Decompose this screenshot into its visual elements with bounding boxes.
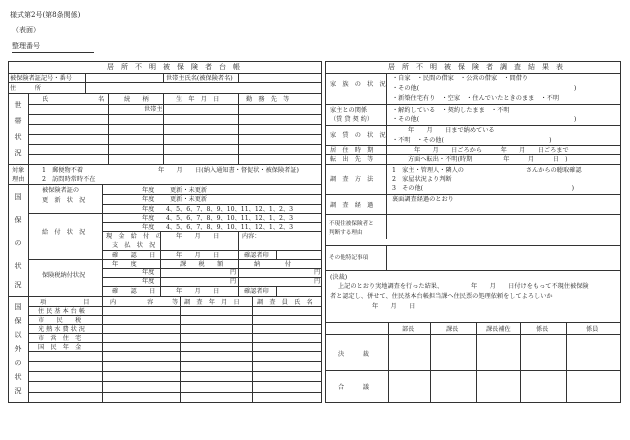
target-reason-mail: 1 郵便物不着 bbox=[42, 167, 84, 174]
rent-status-label: 家 賃 の 状 況 bbox=[330, 132, 386, 139]
method-option-hearing: 1 家主・管理人・隣人の さんからの聴取確認 bbox=[392, 167, 582, 174]
tax-row-2-yen: 円 bbox=[230, 278, 237, 285]
approver-chief: 係長 bbox=[536, 326, 549, 333]
household-label-2: 帯 bbox=[14, 117, 22, 125]
benefit-row-1-year: 年度 bbox=[142, 224, 155, 231]
tax-col-year: 年 度 bbox=[112, 261, 137, 268]
other-label-5: の bbox=[14, 359, 22, 367]
cert-row-4-year: 年度 bbox=[142, 215, 155, 222]
landlord-option-contract: ・解約している ・契約したまま ・不明 bbox=[392, 107, 510, 114]
cash-benefit-label-2: 支 払 状 況 bbox=[112, 242, 156, 249]
approval-request-heading: (決裁) bbox=[330, 274, 348, 281]
form-number: 様式第2号(第8条関係) bbox=[10, 11, 81, 19]
other-label-7: 況 bbox=[14, 387, 22, 395]
right-table-title: 居 所 不 明 被 保 険 者 調 査 結 果 表 bbox=[388, 63, 563, 71]
other-item-municipal-tax: 市 民 税 bbox=[38, 317, 82, 324]
household-label-3: 状 bbox=[14, 133, 22, 141]
cert-row-4-months: 4、5、6、7、8、9、10、11、12、1、2、3 bbox=[166, 215, 294, 222]
nhi-label-2: 保 bbox=[14, 216, 22, 224]
tax-row-1-year: 年度 bbox=[142, 269, 155, 276]
household-label-4: 況 bbox=[14, 149, 22, 157]
nhi-label-1: 国 bbox=[14, 193, 22, 201]
non-resident-reason-label-2: 判断する理由 bbox=[329, 230, 363, 236]
other-col-content: 内 容 bbox=[110, 299, 154, 306]
other-item-municipal-housing: 市 営 住 宅 bbox=[38, 335, 82, 342]
rent-paid-until: 年 月 日まで納めている bbox=[408, 127, 495, 134]
family-option-new-house: ・新築住宅有り ・空家 ・住んでいたときのまま ・不明 bbox=[392, 95, 560, 102]
residence-period-value: 年 月 日ごろから 年 月 日ごろまで bbox=[414, 147, 569, 154]
household-label-1: 世 bbox=[14, 101, 22, 109]
target-reason-absent: 2 訪問時常時不在 bbox=[42, 176, 96, 183]
reference-number-line bbox=[12, 52, 94, 53]
address-label: 住 所 bbox=[10, 85, 41, 92]
other-label-4: 外 bbox=[14, 345, 22, 353]
other-item-resident-register: 住 民 基 本 台 帳 bbox=[38, 308, 85, 315]
target-label-1: 対象 bbox=[12, 167, 25, 174]
benefit-status-label: 給 付 状 況 bbox=[42, 229, 86, 236]
col-workplace: 勤 務 先 等 bbox=[246, 96, 290, 103]
tax-row-1-yen: 円 bbox=[230, 269, 237, 276]
move-destination-label: 転 出 先 等 bbox=[330, 156, 374, 163]
approver-manager: 課長 bbox=[446, 326, 459, 333]
side-label: （表面） bbox=[12, 26, 40, 34]
investigation-method-label: 調 査 方 法 bbox=[330, 176, 374, 183]
col-birthdate: 生 年 月 日 bbox=[176, 96, 220, 103]
nhi-label-3: の bbox=[14, 239, 22, 247]
other-col-etc: 等 bbox=[172, 299, 179, 306]
nhi-label-5: 況 bbox=[14, 281, 22, 289]
approval-request-date: 年 月 日 bbox=[372, 303, 416, 310]
non-resident-reason-label-1: 不現住被保険者と bbox=[329, 221, 374, 227]
approval-label: 決 裁 bbox=[338, 351, 369, 358]
benefit-confirmer-seal: 確認者印 bbox=[244, 252, 269, 259]
approver-assistant-manager: 課長補佐 bbox=[486, 326, 511, 333]
cert-row-1-year: 年度 bbox=[142, 187, 155, 194]
tax-confirmer-seal: 確認者印 bbox=[244, 288, 269, 295]
consultation-label: 合 議 bbox=[338, 384, 369, 391]
family-status-label: 家 族 の 状 況 bbox=[330, 81, 386, 88]
cert-row-3-months: 4、5、6、7、8、9、10、11、12、1、2、3 bbox=[166, 206, 294, 213]
other-col-investigator: 調 査 員 氏 名 bbox=[257, 299, 313, 306]
left-table-title: 居 所 不 明 被 保 険 者 台 帳 bbox=[107, 63, 240, 71]
cash-benefit-date: 年 月 日 bbox=[176, 233, 220, 240]
method-option-other: 3 その他( ) bbox=[392, 185, 575, 192]
tax-confirm-label: 確 認 日 bbox=[112, 288, 156, 295]
target-reason-mail-date: 年 月 日(納入通知書・督促状・被保険者証) bbox=[158, 167, 299, 174]
other-col-date: 調 査 年 月 日 bbox=[184, 299, 240, 306]
cert-row-1-status: 更新・未更新 bbox=[170, 187, 208, 194]
col-name-family: 氏 bbox=[42, 96, 49, 103]
approver-staff: 係員 bbox=[586, 326, 599, 333]
other-label-6: 状 bbox=[14, 373, 22, 381]
cert-row-3-year: 年度 bbox=[142, 206, 155, 213]
approval-request-line-1: 上記のとおり実地調査を行った結果、 年 月 日付けをもって不現住被保険 bbox=[338, 283, 589, 290]
cert-update-label-2: 更 新 状 況 bbox=[42, 197, 86, 204]
approval-request-line-2: 者と認定し、併せて、住民基本台帳担当課へ住民票の処理依頼をしてよろしいか bbox=[330, 293, 553, 300]
nhi-label-4: 状 bbox=[14, 262, 22, 270]
other-label-3: 以 bbox=[14, 331, 22, 339]
method-option-house: 2 家屋状況より判断 bbox=[392, 176, 452, 183]
tax-col-assessed: 課 税 額 bbox=[180, 261, 224, 268]
col-relation: 続 柄 bbox=[124, 96, 149, 103]
other-label-2: 保 bbox=[14, 317, 22, 325]
tax-payment-label: 保険税納付状況 bbox=[42, 272, 86, 279]
landlord-relation-label-2: （賃 貸 契 約） bbox=[330, 116, 374, 123]
reference-number-label: 整理番号 bbox=[12, 42, 40, 50]
move-destination-value: 方面へ転出・不明(時期 年 月 日 ) bbox=[408, 156, 568, 163]
landlord-option-other: ・その他( ) bbox=[392, 116, 577, 123]
family-option-housing: ・自家 ・民間の借家 ・公営の借家 ・間借り bbox=[392, 75, 529, 82]
cash-benefit-content: 内容： bbox=[242, 233, 261, 240]
benefit-confirm-label: 確 認 日 bbox=[112, 252, 156, 259]
col-name-given: 名 bbox=[98, 96, 105, 103]
tax-confirm-date: 年 月 日 bbox=[176, 288, 220, 295]
benefit-row-1-months: 4、5、6、7、8、9、10、11、12、1、2、3 bbox=[166, 224, 294, 231]
rent-option-other: ・不明 ・その他( ) bbox=[392, 137, 552, 144]
other-item-utilities: 光 熱 水 費 状 況 bbox=[38, 326, 85, 333]
cert-row-2-year: 年度 bbox=[142, 196, 155, 203]
investigation-process-value: 裏面調査経過のとおり bbox=[392, 196, 454, 203]
tax-col-paid: 納 付 bbox=[254, 261, 292, 268]
tax-row-1-paid-yen: 円 bbox=[314, 269, 321, 276]
residence-period-label: 居 住 時 期 bbox=[330, 147, 374, 154]
other-col-item: 項 目 bbox=[40, 299, 90, 306]
tax-row-2-paid-yen: 円 bbox=[314, 278, 321, 285]
approver-director: 部長 bbox=[402, 326, 415, 333]
special-notes-label: その他特記事項 bbox=[329, 255, 369, 261]
benefit-confirm-date: 年 月 日 bbox=[176, 252, 220, 259]
cert-row-2-status: 更新・未更新 bbox=[170, 196, 208, 203]
other-label-1: 国 bbox=[14, 303, 22, 311]
target-label-2: 理由 bbox=[12, 176, 25, 183]
other-item-national-pension: 国 民 年 金 bbox=[38, 344, 82, 351]
householder-name-label: 世帯主氏名(被保険者名) bbox=[166, 75, 233, 82]
investigation-process-label: 調 査 経 過 bbox=[330, 202, 374, 209]
householder-relation: 世帯主 bbox=[144, 106, 163, 113]
cash-benefit-label-1: 現 金 給 付 の bbox=[106, 233, 162, 240]
landlord-relation-label-1: 家主との関係 bbox=[330, 107, 368, 114]
cert-update-label-1: 被保険者証の bbox=[42, 187, 80, 194]
family-option-other: ・その他( ) bbox=[392, 85, 577, 92]
insured-id-label: 被保険者証記号・番号 bbox=[10, 75, 72, 82]
tax-row-2-year: 年度 bbox=[142, 278, 155, 285]
